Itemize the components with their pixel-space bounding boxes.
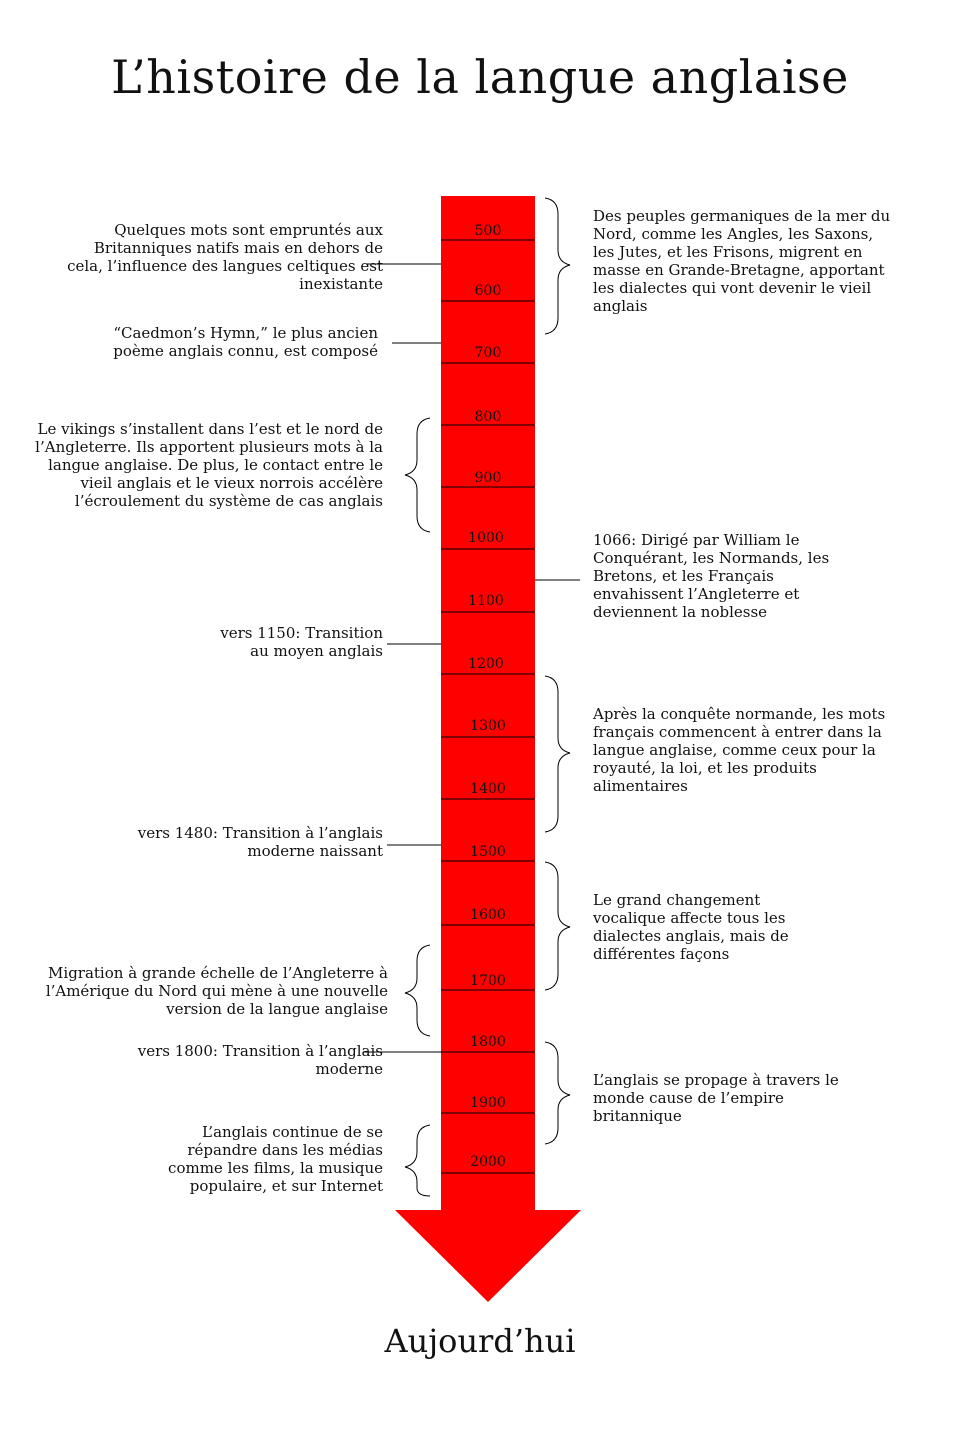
event-left-migration: Migration à grande échelle de l’Angleterre à l’Amérique du Nord qui mène à une nouvelle version de la langue anglaise xyxy=(45,964,388,1018)
left-brace xyxy=(405,418,430,532)
event-right-vowel-shift: Le grand changement vocalique affecte tous les dialectes anglais, mais de différentes façons xyxy=(593,891,789,963)
event-left-early-modern: vers 1480: Transition à l’anglais moderne naissant xyxy=(137,824,383,860)
year-label: 1900 xyxy=(470,1095,506,1111)
event-left-celtic: Quelques mots sont empruntés aux Britanniques natifs mais en dehors de cela, l’influence des langues celtiques est inexistante xyxy=(67,221,383,293)
right-brace xyxy=(545,1042,570,1144)
footer-today: Aujourd’hui xyxy=(384,1322,576,1360)
timeline-arrowhead xyxy=(395,1210,581,1302)
year-label: 1700 xyxy=(470,973,506,989)
year-label: 700 xyxy=(474,345,502,361)
right-brace xyxy=(545,198,570,334)
year-label: 1600 xyxy=(470,907,506,923)
event-left-middle-english: vers 1150: Transition au moyen anglais xyxy=(220,624,383,660)
year-label: 1200 xyxy=(468,656,504,672)
event-left-vikings: Le vikings s’installent dans l’est et le nord de l’Angleterre. Ils apportent plusieurs mots à la langue anglaise. De plus, le contact entre le vieil anglais et le vieux norrois accélère l’écroulement du système de cas anglais xyxy=(35,420,383,510)
event-left-media: L’anglais continue de se répandre dans les médias comme les films, la musique populaire, et sur Internet xyxy=(168,1123,383,1195)
year-label: 500 xyxy=(474,223,502,239)
year-label: 1000 xyxy=(468,530,504,546)
year-label: 800 xyxy=(474,409,502,425)
left-brace xyxy=(405,1125,430,1196)
event-left-modern: vers 1800: Transition à l’anglais moderne xyxy=(137,1042,383,1078)
year-label: 600 xyxy=(474,283,502,299)
year-label: 1300 xyxy=(470,718,506,734)
event-right-norman-conquest: 1066: Dirigé par William le Conquérant, les Normands, les Bretons, et les Français envahissent l’Angleterre et deviennent la noblesse xyxy=(593,531,830,621)
right-brace xyxy=(545,676,570,832)
page-title: L’histoire de la langue anglaise xyxy=(111,50,849,104)
year-label: 1100 xyxy=(468,593,504,609)
year-label: 1800 xyxy=(470,1034,506,1050)
year-label: 1400 xyxy=(470,781,506,797)
year-label: 1500 xyxy=(470,844,506,860)
left-brace xyxy=(405,945,430,1036)
event-left-caedmon: “Caedmon’s Hymn,” le plus ancien poème anglais connu, est composé xyxy=(113,324,378,360)
year-label: 2000 xyxy=(470,1154,506,1170)
event-right-empire: L’anglais se propage à travers le monde cause de l’empire britannique xyxy=(593,1071,839,1125)
right-brace xyxy=(545,862,570,990)
event-right-germanic: Des peuples germaniques de la mer du Nord, comme les Angles, les Saxons, les Jutes, et les Frisons, migrent en masse en Grande-Bretagne, apportant les dialectes qui vont devenir le vieil anglais xyxy=(593,207,891,315)
year-label: 900 xyxy=(474,470,502,486)
event-right-french-words: Après la conquête normande, les mots français commencent à entrer dans la langue anglaise, comme ceux pour la royauté, la loi, et les produits alimentaires xyxy=(593,705,886,795)
